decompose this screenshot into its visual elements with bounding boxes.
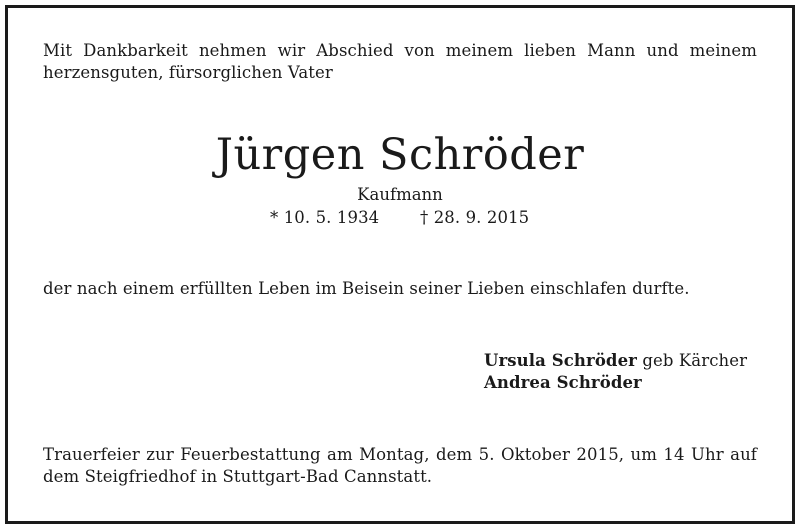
mourner-1-note: geb Kärcher — [642, 351, 748, 370]
mourner-2 — [484, 372, 642, 394]
intro-line-1: Mit Dankbarkeit nehmen wir Abschied von meinem lieben Mann und meinem — [43, 41, 757, 60]
death-date: † 28. 9. 2015 — [420, 208, 530, 227]
funeral-line-1: Trauerfeier zur Feuerbestattung am Montag, dem 5. Oktober 2015, um 14 Uhr auf — [43, 445, 757, 464]
deceased-name: Jürgen Schröder — [215, 130, 585, 180]
funeral-line-2: dem Steigfriedhof in Stuttgart-Bad Cannstatt. — [43, 467, 433, 486]
intro-line-2: herzensguten, fürsorglichen Vater — [43, 63, 333, 82]
closing-line: der nach einem erfüllten Leben im Beisein seiner Lieben einschlafen durfte. — [43, 279, 690, 298]
occupation: Kaufmann — [357, 185, 443, 204]
mourner-1 — [484, 350, 747, 372]
mourner-2-name: Andrea Schröder — [484, 373, 642, 392]
birth-date: * 10. 5. 1934 — [270, 208, 380, 227]
mourner-1-name: Ursula Schröder — [484, 351, 637, 370]
